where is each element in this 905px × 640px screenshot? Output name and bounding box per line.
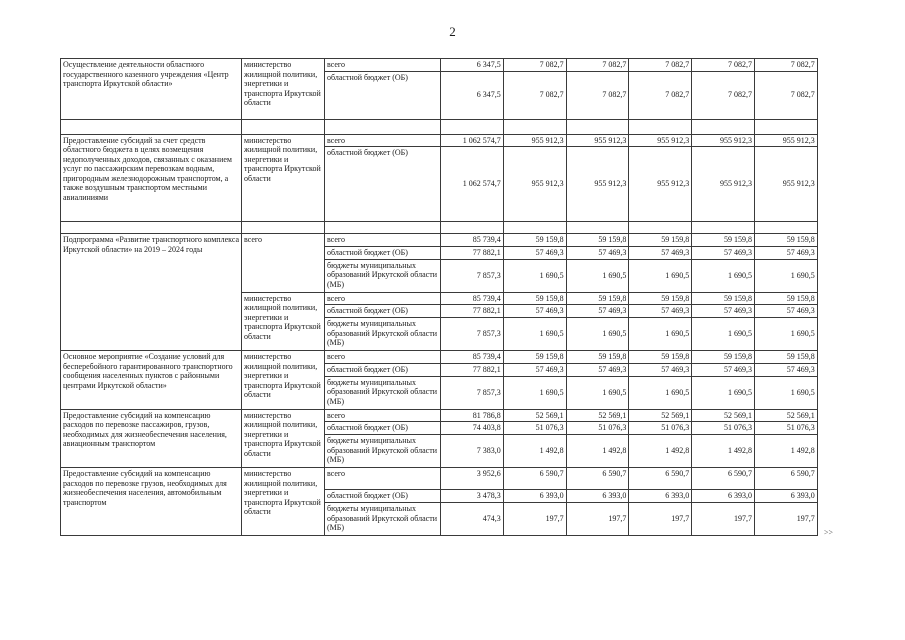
row-gap — [61, 119, 818, 134]
amount-cell: 1 690,5 — [566, 259, 629, 292]
funding-source: всего — [325, 468, 441, 490]
amount-cell: 955 912,3 — [503, 147, 566, 222]
amount-cell: 57 469,3 — [629, 246, 692, 259]
amount-cell: 1 690,5 — [754, 376, 817, 409]
amount-cell: 1 492,8 — [692, 435, 755, 468]
gap-cell — [692, 119, 755, 134]
amount-cell: 3 478,3 — [441, 490, 504, 503]
amount-cell: 7 082,7 — [754, 59, 817, 72]
amount-cell: 59 159,8 — [503, 234, 566, 247]
amount-cell: 6 393,0 — [503, 490, 566, 503]
amount-cell: 57 469,3 — [566, 363, 629, 376]
amount-cell: 6 590,7 — [629, 468, 692, 490]
amount-cell: 57 469,3 — [629, 305, 692, 318]
amount-cell: 955 912,3 — [566, 147, 629, 222]
amount-cell: 7 857,3 — [441, 318, 504, 351]
amount-cell: 7 082,7 — [754, 71, 817, 119]
executor-name: министерство жилищной политики, энергетики и транспорта Иркутской области — [242, 134, 325, 222]
program-name: Предоставление субсидий на компенсацию расходов по перевозке пассажиров, грузов, необходимых для жизнеобеспечения населения, авиационным транспортом — [61, 409, 242, 468]
amount-cell: 81 786,8 — [441, 409, 504, 422]
gap-cell — [503, 119, 566, 134]
amount-cell: 57 469,3 — [754, 305, 817, 318]
funding-source: бюджеты муниципальных образований Иркутской области (МБ) — [325, 435, 441, 468]
gap-cell — [61, 119, 242, 134]
program-name: Предоставление субсидий на компенсацию расходов по перевозке грузов, необходимых для жизнеобеспечения населения, автомобильным транспортом — [61, 468, 242, 536]
funding-source: областной бюджет (ОБ) — [325, 147, 441, 222]
amount-cell: 52 569,1 — [503, 409, 566, 422]
gap-cell — [692, 222, 755, 234]
gap-cell — [566, 222, 629, 234]
funding-source: бюджеты муниципальных образований Иркутской области (МБ) — [325, 376, 441, 409]
funding-source: областной бюджет (ОБ) — [325, 422, 441, 435]
amount-cell: 59 159,8 — [692, 351, 755, 364]
program-name: Предоставление субсидий за счет средств областного бюджета в целях возмещения недополученных доходов, связанных с оказанием услуг по пассажирским перевозкам водным, пригородным железнодорожным транспортом, а также воздушным транспортом местными авиалиниями — [61, 134, 242, 222]
funding-source: бюджеты муниципальных образований Иркутской области (МБ) — [325, 503, 441, 536]
funding-source: областной бюджет (ОБ) — [325, 305, 441, 318]
amount-cell: 7 857,3 — [441, 259, 504, 292]
amount-cell: 59 159,8 — [692, 234, 755, 247]
executor-name: министерство жилищной политики, энергетики и транспорта Иркутской области — [242, 292, 325, 351]
program-name: Основное мероприятие «Создание условий для бесперебойного гарантированного транспортного сообщения населенных пунктов с районными центрами Иркутской области» — [61, 351, 242, 410]
gap-cell — [629, 119, 692, 134]
amount-cell: 57 469,3 — [566, 305, 629, 318]
executor-name: министерство жилищной политики, энергетики и транспорта Иркутской области — [242, 468, 325, 536]
funding-source: всего — [325, 134, 441, 147]
funding-source: бюджеты муниципальных образований Иркутской области (МБ) — [325, 318, 441, 351]
amount-cell: 57 469,3 — [754, 363, 817, 376]
amount-cell: 52 569,1 — [566, 409, 629, 422]
table-row — [61, 134, 818, 147]
amount-cell: 1 690,5 — [629, 376, 692, 409]
amount-cell: 52 569,1 — [629, 409, 692, 422]
funding-source: бюджеты муниципальных образований Иркутской области (МБ) — [325, 259, 441, 292]
continuation-mark: >> — [823, 528, 833, 537]
amount-cell: 1 062 574,7 — [441, 147, 504, 222]
amount-cell: 955 912,3 — [629, 134, 692, 147]
amount-cell: 1 062 574,7 — [441, 134, 504, 147]
amount-cell: 85 739,4 — [441, 351, 504, 364]
amount-cell: 59 159,8 — [566, 234, 629, 247]
amount-cell: 59 159,8 — [754, 234, 817, 247]
row-gap — [61, 222, 818, 234]
amount-cell: 57 469,3 — [692, 363, 755, 376]
amount-cell: 955 912,3 — [692, 134, 755, 147]
amount-cell: 197,7 — [503, 503, 566, 536]
gap-cell — [566, 119, 629, 134]
amount-cell: 51 076,3 — [754, 422, 817, 435]
table-row — [61, 468, 818, 490]
amount-cell: 85 739,4 — [441, 234, 504, 247]
amount-cell: 1 690,5 — [692, 259, 755, 292]
amount-cell: 57 469,3 — [692, 246, 755, 259]
funding-source: областной бюджет (ОБ) — [325, 363, 441, 376]
funding-source: областной бюджет (ОБ) — [325, 490, 441, 503]
funding-source: всего — [325, 59, 441, 72]
executor-name: министерство жилищной политики, энергетики и транспорта Иркутской области — [242, 59, 325, 120]
gap-cell — [242, 222, 325, 234]
budget-table — [60, 58, 818, 536]
amount-cell: 6 393,0 — [692, 490, 755, 503]
amount-cell: 197,7 — [754, 503, 817, 536]
gap-cell — [441, 119, 504, 134]
amount-cell: 6 590,7 — [566, 468, 629, 490]
amount-cell: 7 082,7 — [503, 71, 566, 119]
amount-cell: 57 469,3 — [629, 363, 692, 376]
amount-cell: 7 383,0 — [441, 435, 504, 468]
amount-cell: 474,3 — [441, 503, 504, 536]
amount-cell: 955 912,3 — [566, 134, 629, 147]
gap-cell — [754, 222, 817, 234]
gap-cell — [629, 222, 692, 234]
page-number: 2 — [449, 24, 456, 39]
table-row — [61, 351, 818, 364]
gap-cell — [754, 119, 817, 134]
amount-cell: 85 739,4 — [441, 292, 504, 305]
amount-cell: 6 590,7 — [692, 468, 755, 490]
amount-cell: 59 159,8 — [754, 351, 817, 364]
amount-cell: 197,7 — [629, 503, 692, 536]
amount-cell: 3 952,6 — [441, 468, 504, 490]
amount-cell: 51 076,3 — [692, 422, 755, 435]
amount-cell: 77 882,1 — [441, 363, 504, 376]
amount-cell: 6 590,7 — [754, 468, 817, 490]
amount-cell: 1 690,5 — [692, 376, 755, 409]
amount-cell: 51 076,3 — [503, 422, 566, 435]
amount-cell: 7 082,7 — [692, 71, 755, 119]
amount-cell: 52 569,1 — [692, 409, 755, 422]
amount-cell: 57 469,3 — [692, 305, 755, 318]
funding-source: всего — [325, 292, 441, 305]
table-row — [61, 409, 818, 422]
amount-cell: 1 492,8 — [754, 435, 817, 468]
amount-cell: 52 569,1 — [754, 409, 817, 422]
amount-cell: 955 912,3 — [692, 147, 755, 222]
table-row — [61, 59, 818, 72]
amount-cell: 7 082,7 — [692, 59, 755, 72]
amount-cell: 7 082,7 — [566, 71, 629, 119]
amount-cell: 51 076,3 — [629, 422, 692, 435]
amount-cell: 57 469,3 — [566, 246, 629, 259]
program-name: Подпрограмма «Развитие транспортного комплекса Иркутской области» на 2019 – 2024 годы — [61, 234, 242, 351]
funding-source: областной бюджет (ОБ) — [325, 71, 441, 119]
amount-cell: 57 469,3 — [503, 305, 566, 318]
amount-cell: 1 690,5 — [503, 259, 566, 292]
gap-cell — [61, 222, 242, 234]
amount-cell: 1 690,5 — [566, 318, 629, 351]
amount-cell: 59 159,8 — [629, 292, 692, 305]
gap-cell — [242, 119, 325, 134]
amount-cell: 59 159,8 — [692, 292, 755, 305]
amount-cell: 57 469,3 — [503, 363, 566, 376]
funding-source: всего — [325, 351, 441, 364]
gap-cell — [503, 222, 566, 234]
amount-cell: 59 159,8 — [629, 351, 692, 364]
amount-cell: 955 912,3 — [503, 134, 566, 147]
amount-cell: 1 690,5 — [503, 318, 566, 351]
amount-cell: 59 159,8 — [566, 292, 629, 305]
funding-source: всего — [325, 409, 441, 422]
amount-cell: 6 347,5 — [441, 71, 504, 119]
amount-cell: 59 159,8 — [754, 292, 817, 305]
amount-cell: 77 882,1 — [441, 246, 504, 259]
amount-cell: 1 492,8 — [503, 435, 566, 468]
amount-cell: 7 857,3 — [441, 376, 504, 409]
executor-name: всего — [242, 234, 325, 293]
amount-cell: 1 690,5 — [629, 259, 692, 292]
executor-name: министерство жилищной политики, энергетики и транспорта Иркутской области — [242, 409, 325, 468]
amount-cell: 1 690,5 — [692, 318, 755, 351]
amount-cell: 1 690,5 — [503, 376, 566, 409]
amount-cell: 74 403,8 — [441, 422, 504, 435]
amount-cell: 1 690,5 — [754, 318, 817, 351]
amount-cell: 59 159,8 — [629, 234, 692, 247]
amount-cell: 1 690,5 — [629, 318, 692, 351]
amount-cell: 6 393,0 — [566, 490, 629, 503]
funding-source: всего — [325, 234, 441, 247]
amount-cell: 1 690,5 — [566, 376, 629, 409]
amount-cell: 6 347,5 — [441, 59, 504, 72]
gap-cell — [325, 119, 441, 134]
amount-cell: 57 469,3 — [754, 246, 817, 259]
amount-cell: 6 393,0 — [629, 490, 692, 503]
amount-cell: 197,7 — [566, 503, 629, 536]
amount-cell: 59 159,8 — [503, 292, 566, 305]
amount-cell: 77 882,1 — [441, 305, 504, 318]
funding-source: областной бюджет (ОБ) — [325, 246, 441, 259]
amount-cell: 57 469,3 — [503, 246, 566, 259]
amount-cell: 59 159,8 — [566, 351, 629, 364]
amount-cell: 197,7 — [692, 503, 755, 536]
gap-cell — [325, 222, 441, 234]
amount-cell: 7 082,7 — [629, 71, 692, 119]
amount-cell: 955 912,3 — [629, 147, 692, 222]
amount-cell: 1 690,5 — [754, 259, 817, 292]
amount-cell: 7 082,7 — [629, 59, 692, 72]
amount-cell: 7 082,7 — [566, 59, 629, 72]
amount-cell: 1 492,8 — [629, 435, 692, 468]
amount-cell: 955 912,3 — [754, 134, 817, 147]
amount-cell: 6 590,7 — [503, 468, 566, 490]
gap-cell — [441, 222, 504, 234]
amount-cell: 51 076,3 — [566, 422, 629, 435]
table-row — [61, 234, 818, 247]
amount-cell: 59 159,8 — [503, 351, 566, 364]
executor-name: министерство жилищной политики, энергетики и транспорта Иркутской области — [242, 351, 325, 410]
amount-cell: 6 393,0 — [754, 490, 817, 503]
amount-cell: 1 492,8 — [566, 435, 629, 468]
amount-cell: 7 082,7 — [503, 59, 566, 72]
amount-cell: 955 912,3 — [754, 147, 817, 222]
program-name: Осуществление деятельности областного государственного казенного учреждения «Центр транспорта Иркутской области» — [61, 59, 242, 120]
